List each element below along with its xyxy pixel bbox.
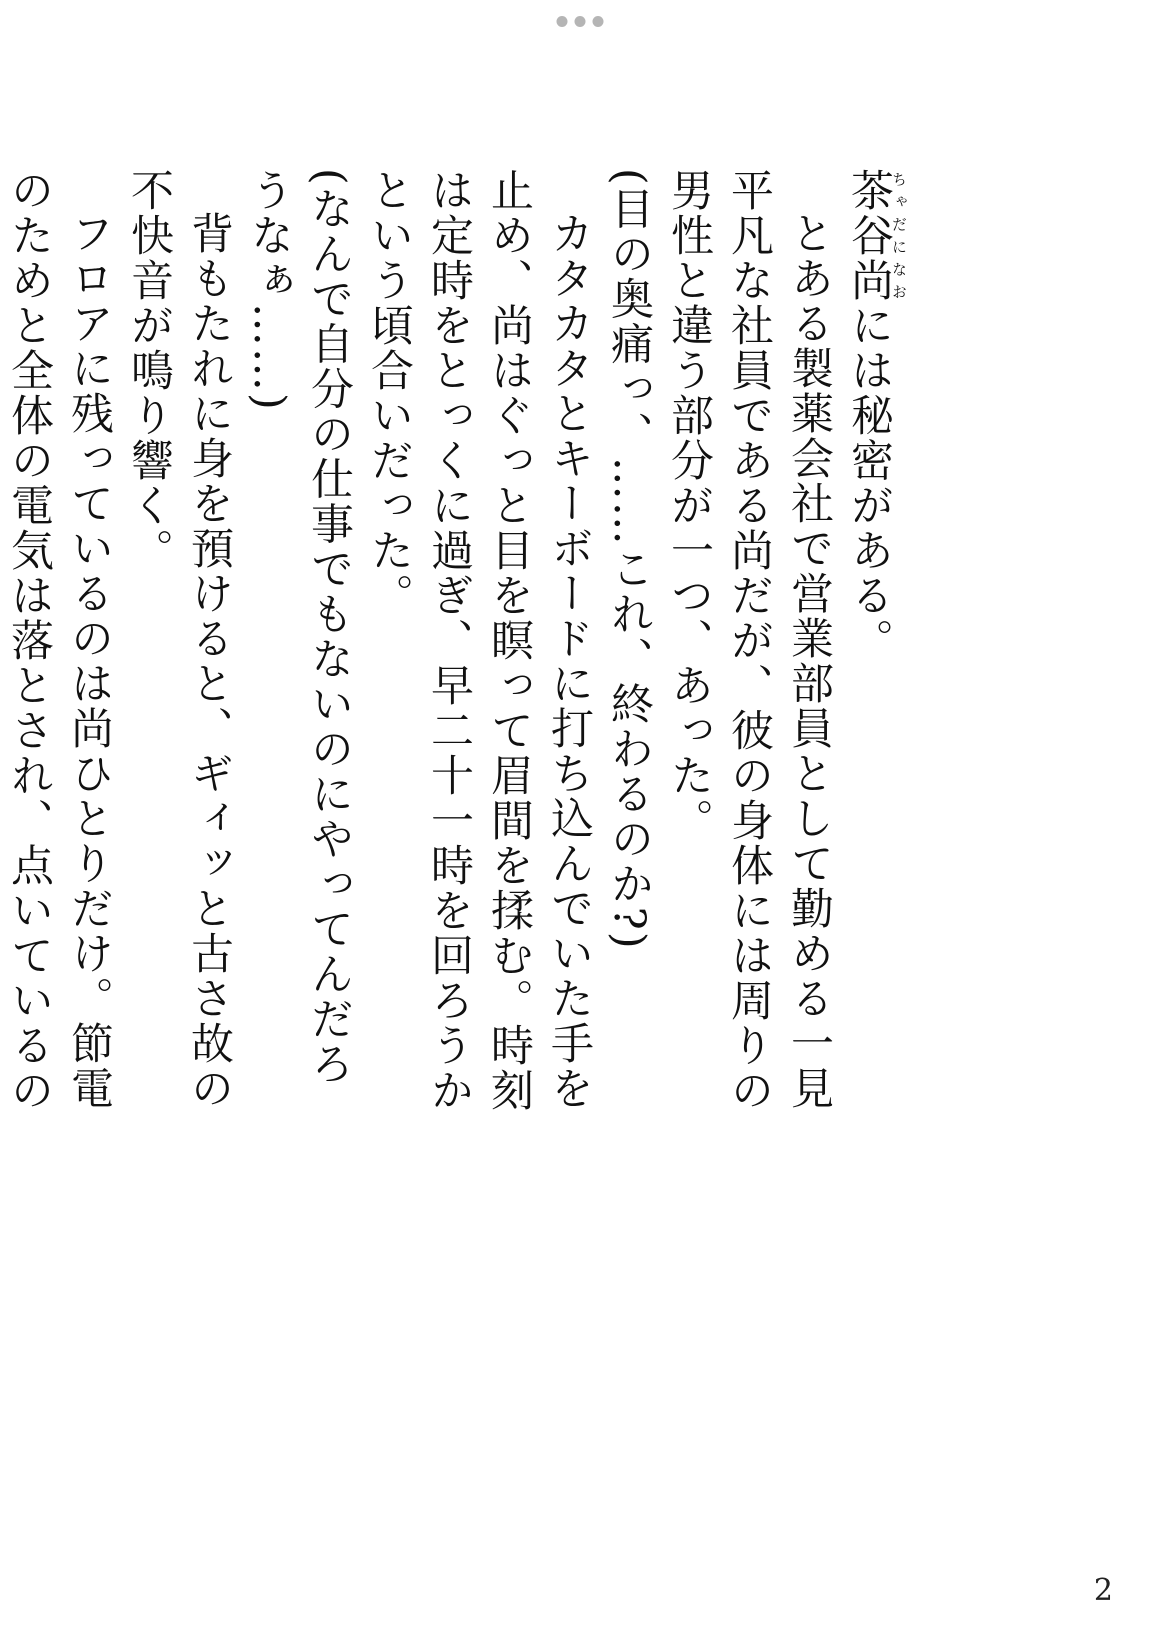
indicator-dot bbox=[574, 16, 585, 27]
page-indicator[interactable] bbox=[556, 16, 603, 27]
indicator-dot bbox=[592, 16, 603, 27]
thought-line: (なんで自分の仕事でもないのにやってんだろ うなぁ……) bbox=[244, 168, 354, 1087]
paragraph: とある製薬会社で営業部員として勤める一見 平凡な社員である尚だが、彼の身体には周りの 男性と違う部分が一つ、あった。 bbox=[664, 168, 834, 1113]
page-number: 2 bbox=[1093, 1573, 1113, 1608]
paragraph: 背もたれに身を預けると、ギィッと古さ故の 不快音が鳴り響く。 bbox=[124, 168, 234, 1111]
paragraph: カタカタとキーボードに打ち込んでいた手を 止め、尚はぐっと目を瞑って眉間を揉む。時刻 は定時をとっくに過ぎ、早二十一時を回ろうか という頃合いだった。 bbox=[364, 168, 594, 1113]
thought-line: (目の奥痛っ、……これ、終わるのか?) bbox=[604, 168, 654, 951]
ruby-base: 茶谷尚 bbox=[844, 168, 894, 303]
ruby-reading: ちゃだになお bbox=[890, 168, 908, 303]
paragraph: フロアに残っているのは尚ひとりだけ。節電 のためと全体の電気は落とされ、点いているの bbox=[4, 168, 114, 1113]
page-text bbox=[0, 168, 907, 1588]
indicator-dot bbox=[556, 16, 567, 27]
name-ruby bbox=[844, 168, 908, 303]
opening-line-text: には秘密がある。 bbox=[844, 303, 894, 663]
opening-line bbox=[839, 168, 907, 1588]
